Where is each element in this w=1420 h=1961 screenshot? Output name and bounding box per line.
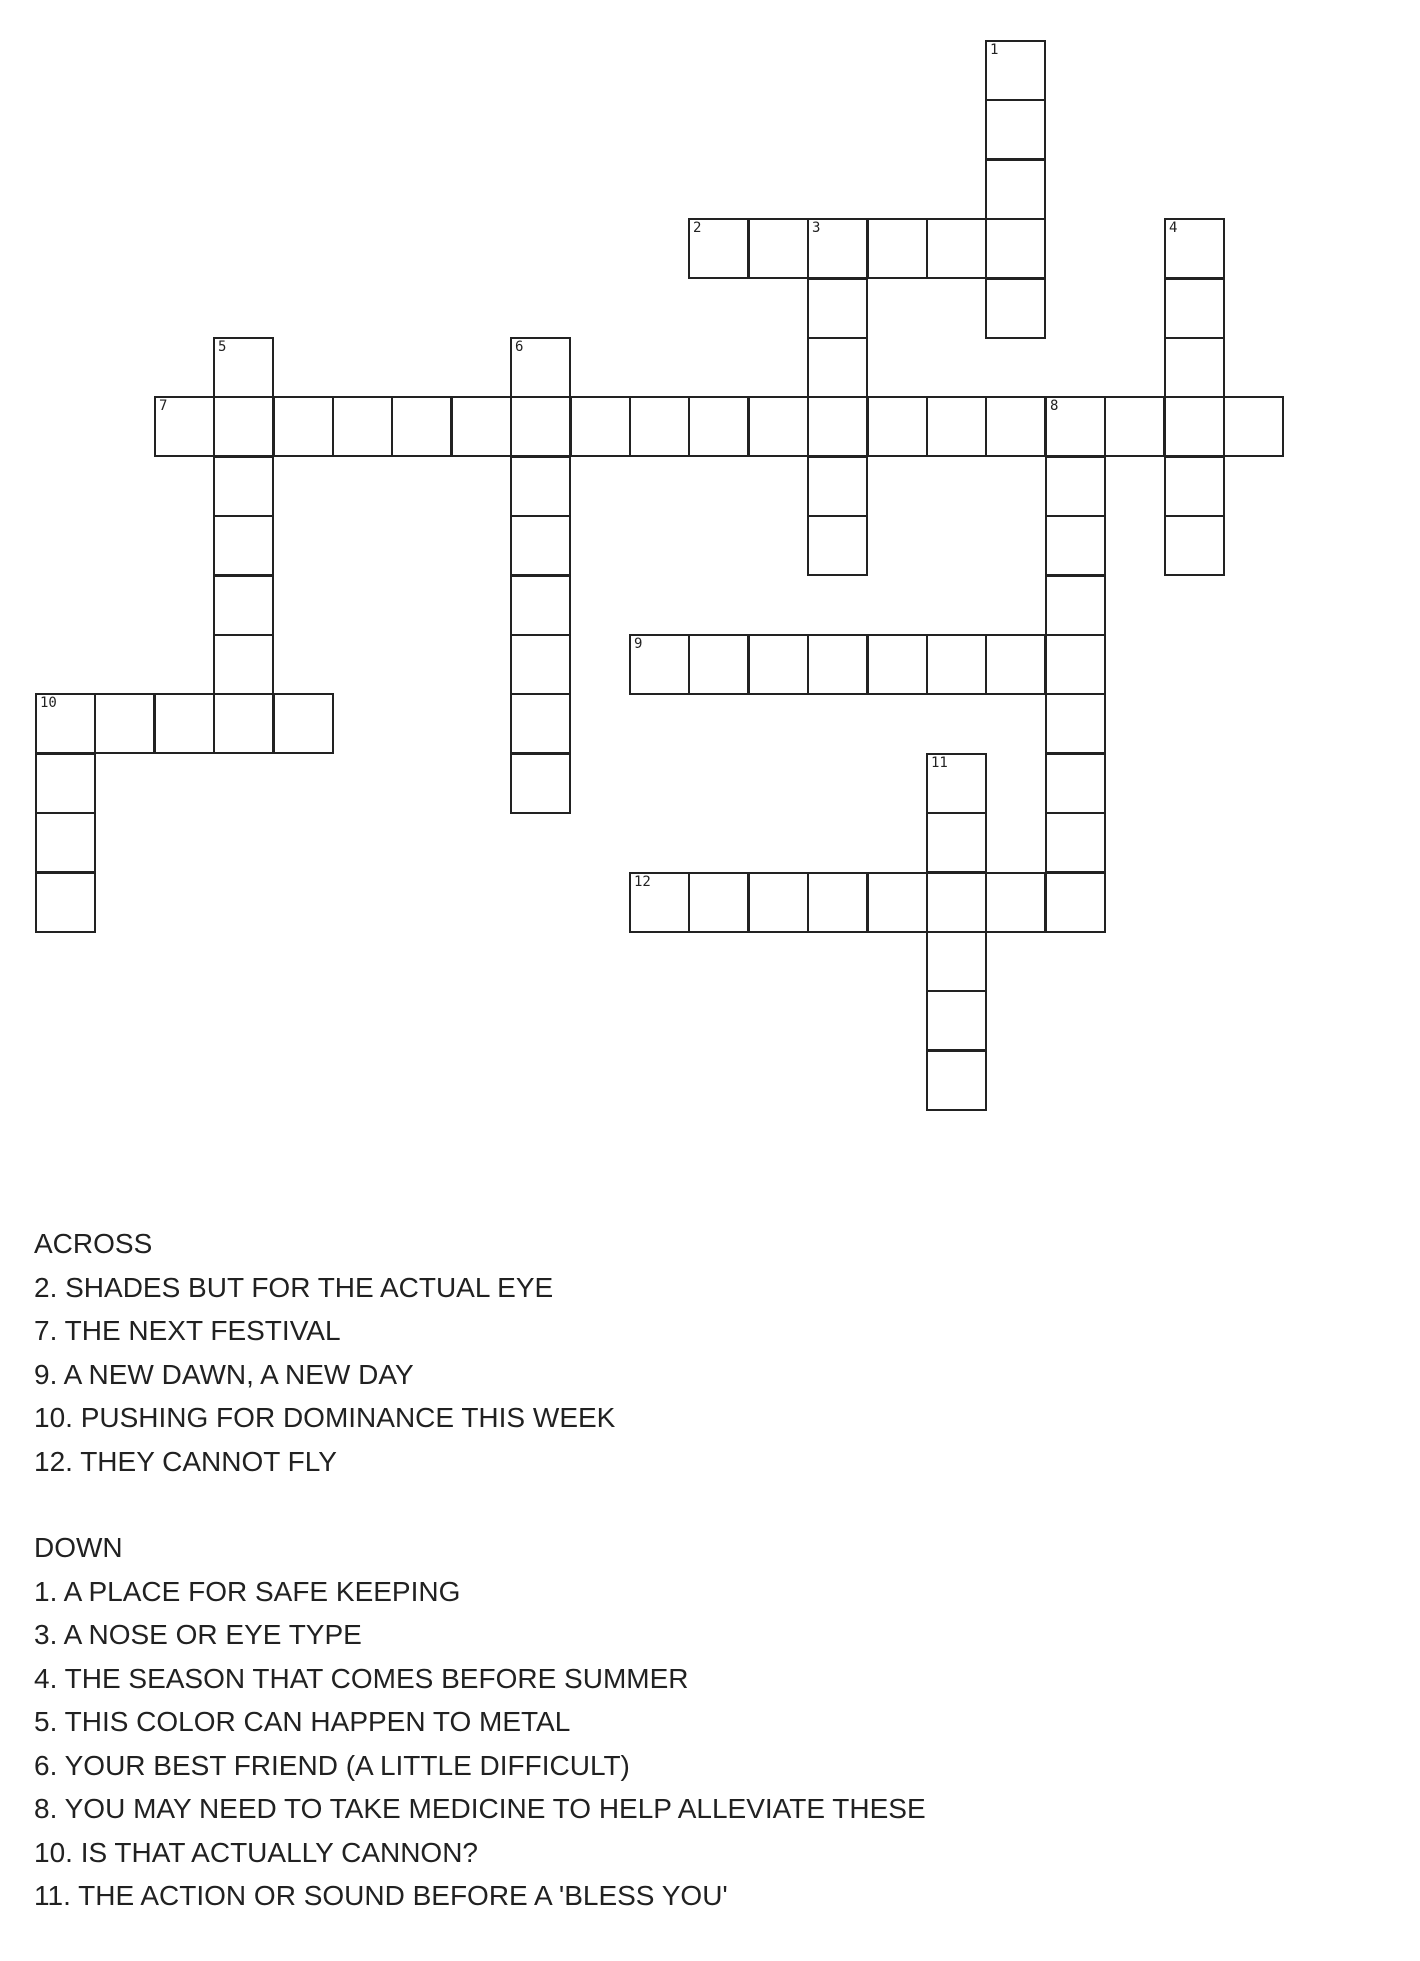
grid-cell[interactable] (985, 40, 1046, 101)
clue-number: 6 (515, 339, 524, 355)
grid-cell[interactable] (154, 693, 215, 754)
grid-cell[interactable] (748, 396, 809, 457)
grid-cell[interactable] (807, 872, 868, 933)
grid-cell[interactable] (1045, 515, 1106, 576)
grid-cell[interactable] (213, 693, 274, 754)
across-clues (34, 1222, 1334, 1483)
clue-number: 5 (218, 339, 227, 355)
grid-cell[interactable] (985, 872, 1046, 933)
grid-cell[interactable] (926, 812, 987, 873)
grid-cell[interactable] (510, 515, 571, 576)
grid-cell[interactable] (273, 693, 334, 754)
clue-number: 3 (812, 220, 821, 236)
down-clue-11: 11. THE ACTION OR SOUND BEFORE A 'BLESS YOU' (34, 1880, 728, 1911)
across-heading: ACROSS (34, 1228, 153, 1259)
grid-cell[interactable] (807, 634, 868, 695)
grid-cell[interactable] (985, 218, 1046, 279)
grid-cell[interactable] (807, 396, 868, 457)
grid-cell[interactable] (35, 693, 96, 754)
clue-number: 4 (1169, 220, 1178, 236)
grid-cell[interactable] (213, 515, 274, 576)
grid-cell[interactable] (451, 396, 512, 457)
grid-cell[interactable] (926, 396, 987, 457)
grid-cell[interactable] (926, 218, 987, 279)
grid-cell[interactable] (1045, 693, 1106, 754)
clue-number: 11 (931, 755, 948, 771)
grid-cell[interactable] (510, 337, 571, 398)
grid-cell[interactable] (867, 634, 928, 695)
grid-cell[interactable] (748, 634, 809, 695)
grid-cell[interactable] (510, 634, 571, 695)
down-clue-6: 6. YOUR BEST FRIEND (A LITTLE DIFFICULT) (34, 1749, 630, 1781)
across-clue-12: 12. THEY CANNOT FLY (34, 1445, 337, 1477)
grid-cell[interactable] (510, 456, 571, 517)
grid-cell[interactable] (213, 456, 274, 517)
down-heading: DOWN (34, 1532, 123, 1563)
grid-cell[interactable] (332, 396, 393, 457)
grid-cell[interactable] (867, 872, 928, 933)
grid-cell[interactable] (1045, 575, 1106, 636)
grid-cell[interactable] (154, 396, 215, 457)
grid-cell[interactable] (629, 872, 690, 933)
grid-cell[interactable] (688, 634, 749, 695)
grid-cell[interactable] (926, 753, 987, 814)
grid-cell[interactable] (35, 812, 96, 873)
grid-cell[interactable] (1045, 753, 1106, 814)
grid-cell[interactable] (1045, 812, 1106, 873)
down-clue-5: 5. THIS COLOR CAN HAPPEN TO METAL (34, 1706, 571, 1737)
clue-number: 8 (1050, 398, 1059, 414)
grid-cell[interactable] (688, 872, 749, 933)
grid-cell[interactable] (867, 396, 928, 457)
grid-cell[interactable] (688, 218, 749, 279)
clue-number: 9 (634, 636, 643, 652)
grid-cell[interactable] (629, 396, 690, 457)
grid-cell[interactable] (1045, 872, 1106, 933)
grid-cell[interactable] (688, 396, 749, 457)
grid-cell[interactable] (1223, 396, 1284, 457)
grid-cell[interactable] (985, 278, 1046, 339)
grid-cell[interactable] (510, 753, 571, 814)
grid-cell[interactable] (510, 396, 571, 457)
grid-cell[interactable] (1164, 218, 1225, 279)
down-clue-3: 3. A NOSE OR EYE TYPE (34, 1619, 362, 1650)
grid-cell[interactable] (629, 634, 690, 695)
down-clues (34, 1526, 1334, 1918)
grid-cell[interactable] (926, 931, 987, 992)
grid-cell[interactable] (1045, 634, 1106, 695)
grid-cell[interactable] (570, 396, 631, 457)
grid-cell[interactable] (391, 396, 452, 457)
across-clue-10: 10. PUSHING FOR DOMINANCE THIS WEEK (34, 1402, 616, 1433)
grid-cell[interactable] (213, 575, 274, 636)
grid-cell[interactable] (807, 515, 868, 576)
grid-cell[interactable] (1164, 278, 1225, 339)
grid-cell[interactable] (35, 753, 96, 814)
grid-cell[interactable] (1164, 515, 1225, 576)
grid-cell[interactable] (985, 634, 1046, 695)
grid-cell[interactable] (213, 634, 274, 695)
clue-number: 7 (159, 398, 168, 414)
grid-cell[interactable] (1164, 396, 1225, 457)
clue-number: 10 (40, 695, 57, 711)
down-clue-10: 10. IS THAT ACTUALLY CANNON? (34, 1836, 479, 1868)
grid-cell[interactable] (926, 1050, 987, 1111)
grid-cell[interactable] (926, 872, 987, 933)
grid-cell[interactable] (748, 218, 809, 279)
clue-list (34, 1222, 1334, 1961)
grid-cell[interactable] (807, 337, 868, 398)
down-clue-1: 1. A PLACE FOR SAFE KEEPING (34, 1575, 461, 1607)
grid-cell[interactable] (1164, 337, 1225, 398)
across-clue-9: 9. A NEW DAWN, A NEW DAY (34, 1358, 414, 1390)
grid-cell[interactable] (35, 872, 96, 933)
grid-cell[interactable] (1045, 396, 1106, 457)
grid-cell[interactable] (1104, 396, 1165, 457)
grid-cell[interactable] (213, 396, 274, 457)
down-clue-4: 4. THE SEASON THAT COMES BEFORE SUMMER (34, 1662, 689, 1694)
grid-cell[interactable] (1164, 456, 1225, 517)
grid-cell[interactable] (1045, 456, 1106, 517)
grid-cell[interactable] (510, 575, 571, 636)
across-clue-7: 7. THE NEXT FESTIVAL (34, 1315, 341, 1346)
grid-cell[interactable] (748, 872, 809, 933)
grid-cell[interactable] (510, 693, 571, 754)
down-clue-8: 8. YOU MAY NEED TO TAKE MEDICINE TO HELP ALLEVIATE THESE (34, 1793, 926, 1824)
clue-number: 2 (693, 220, 702, 236)
grid-cell[interactable] (985, 159, 1046, 220)
grid-cell[interactable] (273, 396, 334, 457)
clue-number: 12 (634, 874, 651, 890)
grid-cell[interactable] (807, 278, 868, 339)
grid-cell[interactable] (213, 337, 274, 398)
across-clue-2: 2. SHADES BUT FOR THE ACTUAL EYE (34, 1271, 554, 1303)
grid-cell[interactable] (807, 218, 868, 279)
grid-cell[interactable] (807, 456, 868, 517)
clue-number: 1 (990, 42, 999, 58)
grid-cell[interactable] (867, 218, 928, 279)
grid-cell[interactable] (926, 634, 987, 695)
grid-cell[interactable] (926, 990, 987, 1051)
grid-cell[interactable] (94, 693, 155, 754)
grid-cell[interactable] (985, 99, 1046, 160)
grid-cell[interactable] (985, 396, 1046, 457)
